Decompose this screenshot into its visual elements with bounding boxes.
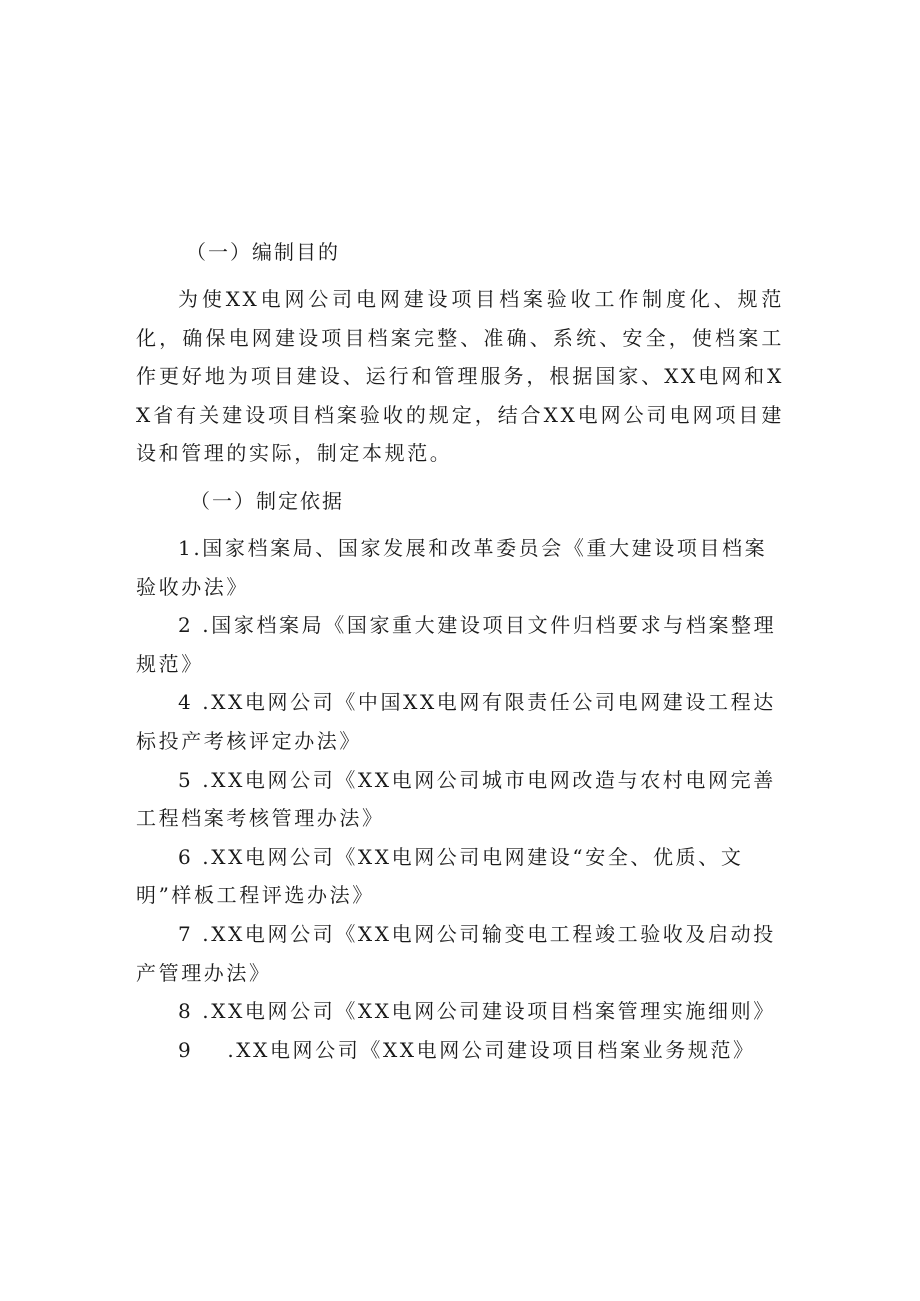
basis-item-5: 5 .XX电网公司《XX电网公司城市电网改造与农村电网完善工程档案考核管理办法》 — [136, 767, 776, 831]
basis-item-9 — [136, 1031, 784, 1070]
section-heading-basis: （一）制定依据 — [190, 488, 344, 513]
basis-item-1: 1.国家档案局、国家发展和改革委员会《重大建设项目档案验收办法》 — [136, 535, 768, 599]
basis-item-9-text: .XX电网公司《XX电网公司建设项目档案业务规范》 — [227, 1037, 756, 1062]
basis-item-2: 2 .国家档案局《国家重大建设项目文件归档要求与档案整理规范》 — [136, 613, 777, 676]
basis-item-8: 8 .XX电网公司《XX电网公司建设项目档案管理实施细则》 — [178, 999, 776, 1024]
document-body — [136, 232, 784, 1069]
basis-item-7: 7 .XX电网公司《XX电网公司输变电工程竣工验收及启动投产管理办法》 — [136, 921, 776, 985]
section-heading-purpose: （一）编制目的 — [186, 240, 340, 264]
basis-item-4: 4 .XX电网公司《中国XX电网有限责任公司电网建设工程达标投产考核评定办法》 — [136, 690, 776, 753]
basis-item-6: 6 .XX电网公司《XX电网公司电网建设“安全、优质、文明”样板工程评选办法》 — [136, 844, 744, 908]
purpose-paragraph: 为使XX电网公司电网建设项目档案验收工作制度化、规范化，确保电网建设项目档案完整、准确、系统、安全，使档案工作更好地为项目建设、运行和管理服务，根据国家、XX电网和XX省有关建设项目档案验收的规定，结合XX电网公司电网项目建设和管理的实际，制定本规范。 — [136, 287, 784, 466]
basis-item-9-number: 9 — [178, 1037, 194, 1062]
